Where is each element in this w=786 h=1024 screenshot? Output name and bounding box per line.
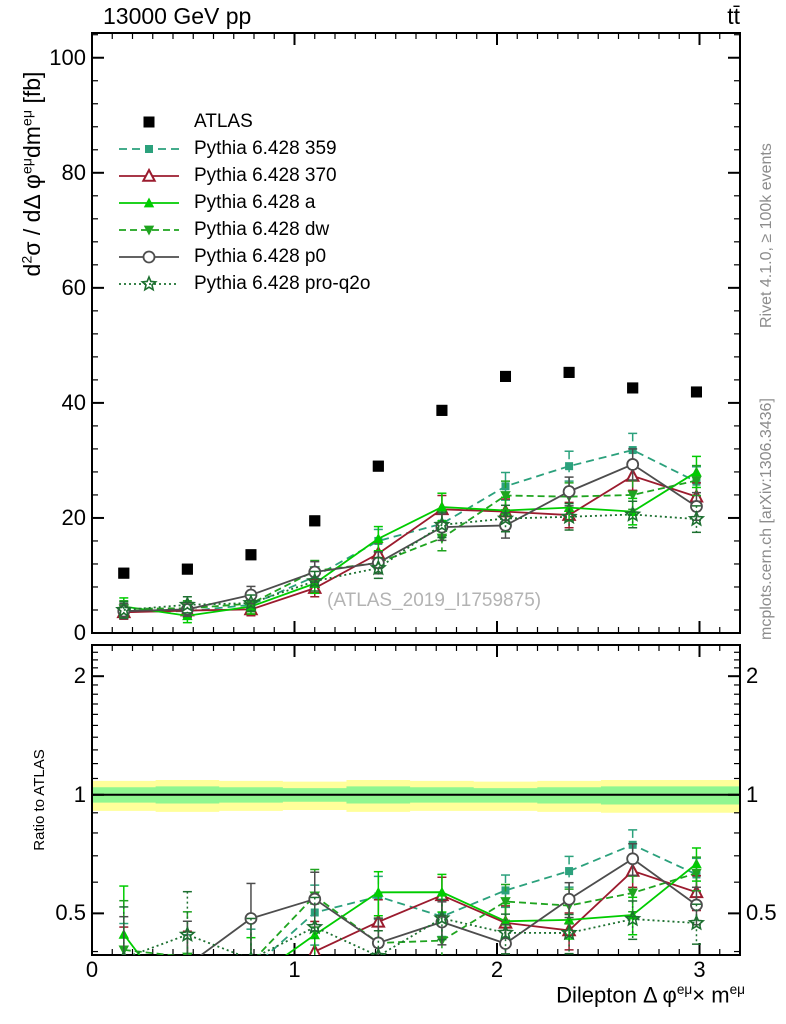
- ratio-y-tick-label-left: 2: [73, 663, 86, 689]
- process-label: tt̄: [727, 3, 740, 29]
- legend-entry: [118, 189, 370, 216]
- legend-marker-triangle-up-open: [118, 166, 180, 186]
- main-y-tick-label: 80: [61, 159, 86, 185]
- x-tick-label: 1: [288, 957, 301, 982]
- legend-label: Pythia 6.428 370: [194, 164, 337, 186]
- ratio-uncertainty-bands: [92, 780, 740, 813]
- legend-label: Pythia 6.428 pro-q2o: [194, 272, 371, 294]
- mcplots-arxiv-note: mcplots.cern.ch [arXiv:1306.3436]: [758, 398, 775, 640]
- x-tick-label: 2: [490, 957, 504, 982]
- main-y-tick-label: 60: [61, 274, 86, 300]
- series-pythia-6-428-p0: [118, 449, 702, 619]
- legend-entry: [118, 243, 370, 270]
- ratio-y-tick-label-right: 1: [746, 781, 759, 807]
- main-y-tick-label: 20: [61, 504, 86, 530]
- legend-marker-triangle-up-filled: [118, 193, 180, 213]
- series-pythia-6-428-pro-q2o: [117, 501, 703, 618]
- ratio-y-tick-label-left: 1: [73, 781, 86, 807]
- ratio-y-axis-label: Ratio to ATLAS: [31, 749, 48, 851]
- analysis-watermark: (ATLAS_2019_I1759875): [327, 590, 542, 611]
- main-y-tick-label: 40: [61, 389, 86, 415]
- main-y-axis-label: $d^2\sigma$ / dΔ $\varphi^{e\mu}dm^{e\mu}$ [fb]: [19, 71, 45, 277]
- x-tick-label: 0: [85, 957, 99, 982]
- legend-marker-star-open: [118, 274, 180, 294]
- legend: [118, 108, 370, 297]
- series-pythia-6-428-a: [119, 456, 702, 622]
- legend-entry: [118, 216, 370, 243]
- legend-label: Pythia 6.428 a: [194, 191, 316, 213]
- legend-label: Pythia 6.428 dw: [194, 218, 330, 240]
- ratio-y-tick-label-right: 0.5: [746, 900, 777, 926]
- legend-marker-circle-open: [118, 247, 180, 267]
- legend-label: Pythia 6.428 p0: [194, 245, 327, 267]
- series-pythia-6-428-370: [118, 462, 702, 620]
- main-y-tick-label: 100: [49, 44, 86, 70]
- ratio-y-tick-label-left: 0.5: [55, 900, 86, 926]
- x-tick-label: 3: [693, 957, 706, 982]
- legend-marker-triangle-down-filled: [118, 220, 180, 240]
- series-pythia-6-428-359: [119, 433, 701, 618]
- legend-entry: [118, 270, 370, 297]
- main-y-tick-label: 0: [73, 620, 86, 645]
- legend-label: ATLAS: [194, 110, 253, 132]
- page-title: 13000 GeV pp: [103, 3, 252, 29]
- legend-entry: [118, 135, 370, 162]
- ratio-y-tick-label-right: 2: [746, 663, 759, 689]
- legend-marker-square-filled: [118, 139, 180, 159]
- legend-entry: [118, 162, 370, 189]
- legend-entry: [118, 108, 370, 135]
- x-axis-label: Dilepton Δ $\varphi^{e\mu}\times m^{e\mu}$: [556, 982, 745, 1008]
- legend-label: Pythia 6.428 359: [194, 137, 337, 159]
- legend-marker-square-filled: [118, 112, 180, 132]
- rivet-version-note: Rivet 4.1.0, ≥ 100k events: [758, 143, 775, 328]
